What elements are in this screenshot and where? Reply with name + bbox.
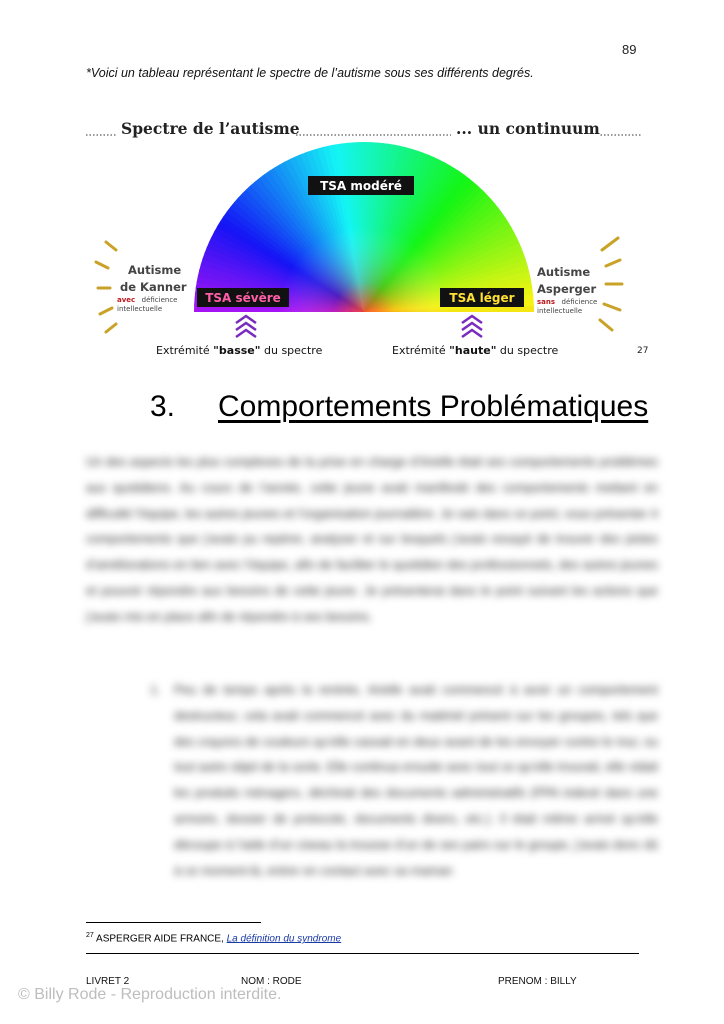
right-side-note: sans déficience: [537, 298, 598, 306]
right-side-line1: Autisme: [537, 265, 591, 279]
footnote-separator: [86, 922, 261, 923]
bottom-left-label: Extrémité "basse" du spectre: [156, 344, 323, 357]
section-number: 3.: [150, 390, 176, 423]
figure-footnote-ref: 27: [637, 346, 649, 356]
left-side-note: avec déficience: [117, 296, 178, 304]
footnote-link[interactable]: La définition du syndrome: [226, 933, 342, 945]
left-side-note-line2: intellectuelle: [117, 305, 163, 313]
badge-tsa-modere-label: TSA modéré: [320, 179, 402, 193]
badge-tsa-leger: [440, 288, 524, 307]
body-paragraph: Un des aspects les plus complexes de la prise en charge d’Arielle était ses comportements problèmes aux quotidiens. Au cours de l’année, cette jeune avait manifesté des comportements mettant en difficulté l’équipe, les autres jeunes et l’organisation journalière. Je vais dans ce point, vous présenter 4 comportements que j’avais pu repérer, analyser et sur lesquels j’avais essayé de trouver des pistes d’améliorations en lien avec l’équipe, afin de faciliter le quotidien des professionnels, des autres jeunes et pouvoir répondre aux besoins de cette jeune. Je présenterai dans le point suivant les actions que j’avais mis en place afin de répondre à ses besoins.: [86, 455, 658, 624]
arrow-up-left-icon: [236, 316, 256, 337]
spectrum-diagram: [86, 110, 649, 370]
badge-tsa-modere: [308, 176, 414, 195]
section-heading: [150, 390, 648, 424]
footer-nom: NOM : RODE: [241, 976, 302, 987]
autism-spectrum-figure: [86, 110, 649, 370]
list-item: [150, 678, 658, 884]
list-item-marker: 1.: [150, 683, 161, 697]
figure-title-right: ... un continuum: [456, 119, 600, 138]
list-item-text: Peu de temps après la rentrée, Arielle avait commencé à avoir un comportement destructeur, cela avait commencé avec du matériel présent sur les groupes, tels que des crayons de couleurs qu’elle cassait en deux avant de les envoyer contre le mur, ou tout autre objet de la sorte. Elle continua ensuite avec tout ce qu’elle trouvait, elle vidait les produits ménagers, déchirait des documents administratifs (PPA indexé dans une armoire, dossier de protocole, documents divers, etc.). Il était même arrivé qu’elle découpe à l’aide d’un ciseau la trousse d’un de ses pairs sur le groupe, j’avais donc dû à ce moment-là, entrer en contact avec sa maman: [174, 683, 658, 878]
arrow-up-right-icon: [462, 316, 482, 337]
footer-prenom: PRENOM : BILLY: [498, 976, 577, 987]
footer-livret: LIVRET 2: [86, 976, 130, 987]
right-side-note-line2: intellectuelle: [537, 307, 583, 315]
bottom-right-label: Extrémité "haute" du spectre: [392, 344, 559, 357]
badge-tsa-leger-label: TSA léger: [449, 291, 515, 305]
footnote-number: 27: [86, 932, 94, 939]
footnote: [86, 932, 341, 944]
intro-caption: *Voici un tableau représentant le spectre de l’autisme sous ses différents degrés.: [86, 66, 534, 80]
badge-tsa-severe-label: TSA sévère: [205, 291, 281, 305]
footnote-source: ASPERGER AIDE FRANCE,: [96, 933, 227, 945]
watermark: © Billy Rode - Reproduction interdite.: [18, 986, 282, 1003]
figure-title-left: Spectre de l’autisme: [121, 119, 300, 138]
left-side-line2: de Kanner: [120, 280, 187, 294]
badge-tsa-severe: [197, 288, 289, 307]
right-side-line2: Asperger: [537, 282, 597, 296]
left-side-line1: Autisme: [128, 263, 182, 277]
page-number: 89: [622, 42, 637, 57]
section-title: Comportements Problématiques: [218, 390, 649, 423]
footer-separator: [86, 953, 639, 954]
